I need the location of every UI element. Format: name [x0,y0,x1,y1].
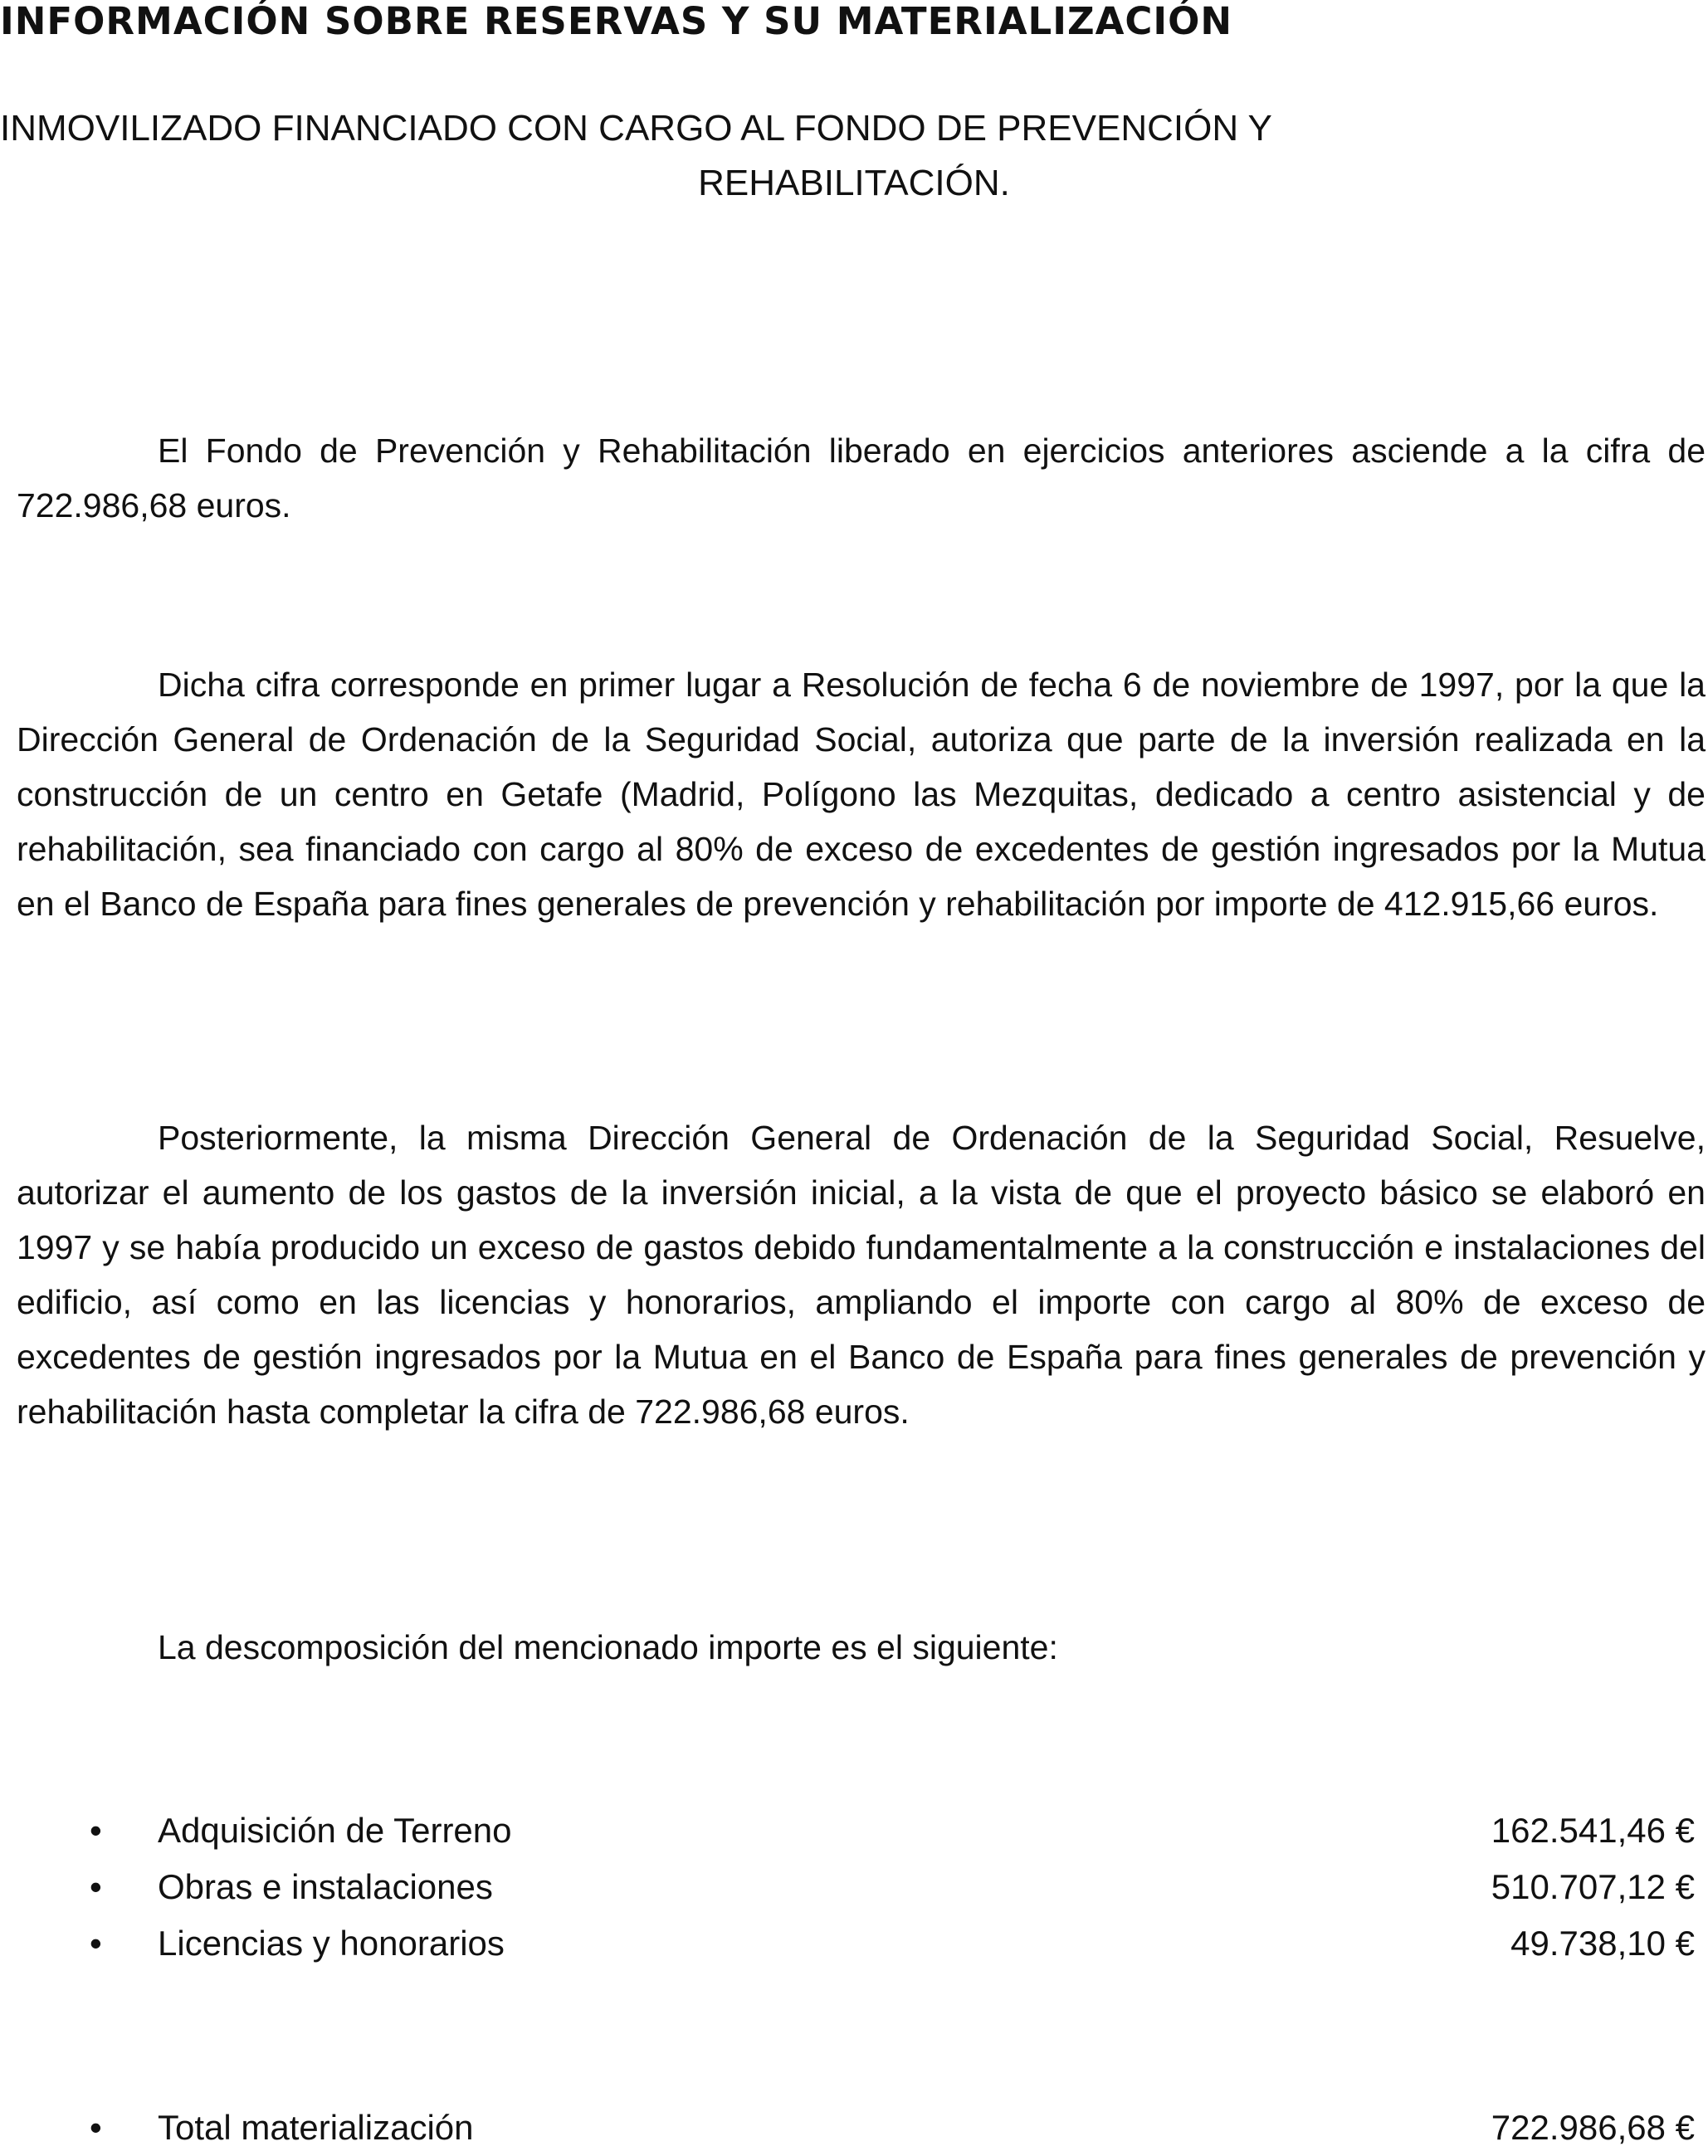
subtitle-line-2: REHABILITACIÓN. [698,163,1010,203]
list-item [0,2100,1708,2156]
paragraph-fund-amount: El Fondo de Prevención y Rehabilitación liberado en ejercicios anteriores asciende a la cifra de 722.986,68 euros. [17,432,1706,524]
item-amount: 162.541,46 € [1491,1811,1695,1850]
list-item [0,1802,1708,1859]
list-item [0,1915,1708,1972]
bullet-icon: • [90,1811,102,1850]
bullet-icon: • [90,1924,102,1963]
item-amount: 510.707,12 € [1491,1867,1695,1906]
paragraph-breakdown-intro: La descomposición del mencionado importe es el siguiente: [158,1628,1058,1666]
paragraph-second-resolution: Posteriormente, la misma Dirección General de Ordenación de la Seguridad Social, Resuelve, autorizar el aumento de los gastos de la inversión inicial, a la vista de que el proyecto básico se elaboró en 1997 y se había producido un exceso de gastos debido fundamentalmente a la construcción e instalaciones del edificio, así como en las licencias y honorarios, ampliando el importe con cargo al 80% de exceso de excedentes de gestión ingresados por la Mutua en el Banco de España para fines generales de prevención y rehabilitación hasta completar la cifra de 722.986,68 euros. [17,1119,1706,1431]
bullet-icon: • [90,2108,102,2147]
item-label: Licencias y honorarios [158,1924,505,1963]
bullet-icon: • [90,1867,102,1906]
section-subtitle [0,101,1708,211]
item-label: Adquisición de Terreno [158,1811,512,1850]
paragraph-first-resolution: Dicha cifra corresponde en primer lugar a Resolución de fecha 6 de noviembre de 1997, por la que la Dirección General de Ordenación de la Seguridad Social, autoriza que parte de la inversión realizada en la construcción de un centro en Getafe (Madrid, Polígono las Mezquitas, dedicado a centro asistencial y de rehabilitación, sea financiado con cargo al 80% de exceso de excedentes de gestión ingresados por la Mutua en el Banco de España para fines generales de prevención y rehabilitación por importe de 412.915,66 euros. [17,666,1706,923]
total-row [0,2100,1708,2156]
total-label: Total materialización [158,2108,474,2147]
item-amount: 49.738,10 € [1510,1924,1695,1963]
list-item [0,1859,1708,1915]
subtitle-line-1: INMOVILIZADO FINANCIADO CON CARGO AL FONDO DE PREVENCIÓN Y [0,108,1272,149]
total-amount: 722.986,68 € [1491,2108,1695,2147]
item-label: Obras e instalaciones [158,1867,493,1906]
breakdown-list [0,1802,1708,1972]
page-title: INFORMACIÓN SOBRE RESERVAS Y SU MATERIALIZACIÓN [0,0,1233,43]
